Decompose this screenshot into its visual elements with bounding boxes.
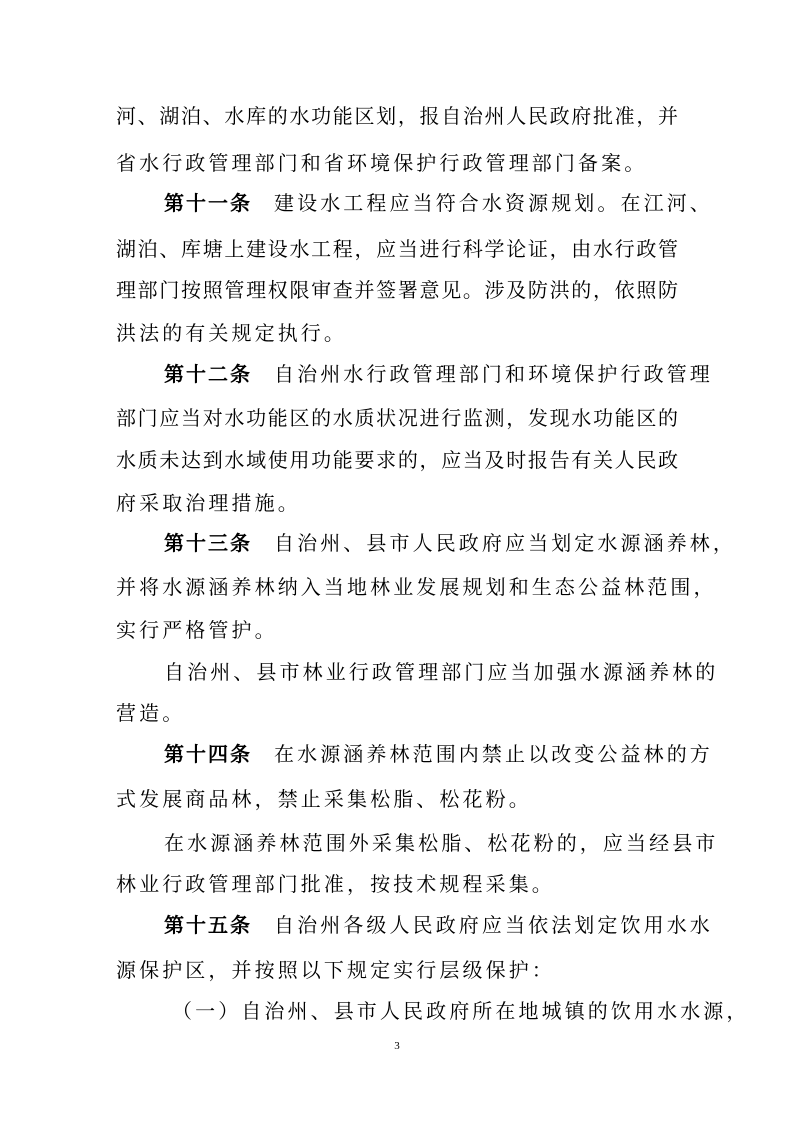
article-14-line: 第十四条 在水源涵养林范围内禁止以改变公益林的方 [164,742,713,766]
article-11-heading: 第十一条 [164,191,252,215]
article-12-heading: 第十二条 [164,362,252,386]
text-line: 源保护区，并按照以下规定实行层级保护： [116,958,555,982]
text-line: 水质未达到水域使用功能要求的，应当及时报告有关人民政 [116,448,678,472]
text-line: 省水行政管理部门和省环境保护行政管理部门备案。 [116,151,648,175]
text-line: 理部门按照管理权限审查并签署意见。涉及防洪的，依照防 [116,278,678,302]
article-13-line: 第十三条 自治州、县市人民政府应当划定水源涵养林， [164,531,736,555]
text-line: 营造。 [116,701,186,725]
page-number: 3 [394,1040,400,1052]
text-line: 府采取治理措施。 [116,491,301,515]
text-line: 洪法的有关规定执行。 [116,321,347,345]
text-line: 自治州、县市林业行政管理部门应当加强水源涵养林的 [164,660,719,684]
text-line: 部门应当对水功能区的水质状况进行监测，发现水功能区的 [116,406,678,430]
text-line: 湖泊、库塘上建设水工程，应当进行科学论证，由水行政管 [116,237,678,261]
text-line: 在水源涵养林范围外采集松脂、松花粉的，应当经县市 [164,831,719,855]
text-line: 实行严格管护。 [116,618,278,642]
text-line: 式发展商品林，禁止采集松脂、松花粉。 [116,787,532,811]
article-14-heading: 第十四条 [164,742,252,766]
article-15-heading: 第十五条 [164,913,252,937]
text-line: （一）自治州、县市人民政府所在地城镇的饮用水水源， [172,999,750,1023]
text-line: 林业行政管理部门批准，按技术规程采集。 [116,872,555,896]
article-12-line: 第十二条 自治州水行政管理部门和环境保护行政管理 [164,362,713,386]
article-11-line: 第十一条 建设水工程应当符合水资源规划。在江河、 [164,191,713,215]
article-15-line: 第十五条 自治州各级人民政府应当依法划定饮用水水 [164,913,713,937]
text-line: 河、湖泊、水库的水功能区划，报自治州人民政府批准，并 [116,104,678,128]
text-line: 并将水源涵养林纳入当地林业发展规划和生态公益林范围， [116,575,717,599]
article-13-heading: 第十三条 [164,531,252,555]
